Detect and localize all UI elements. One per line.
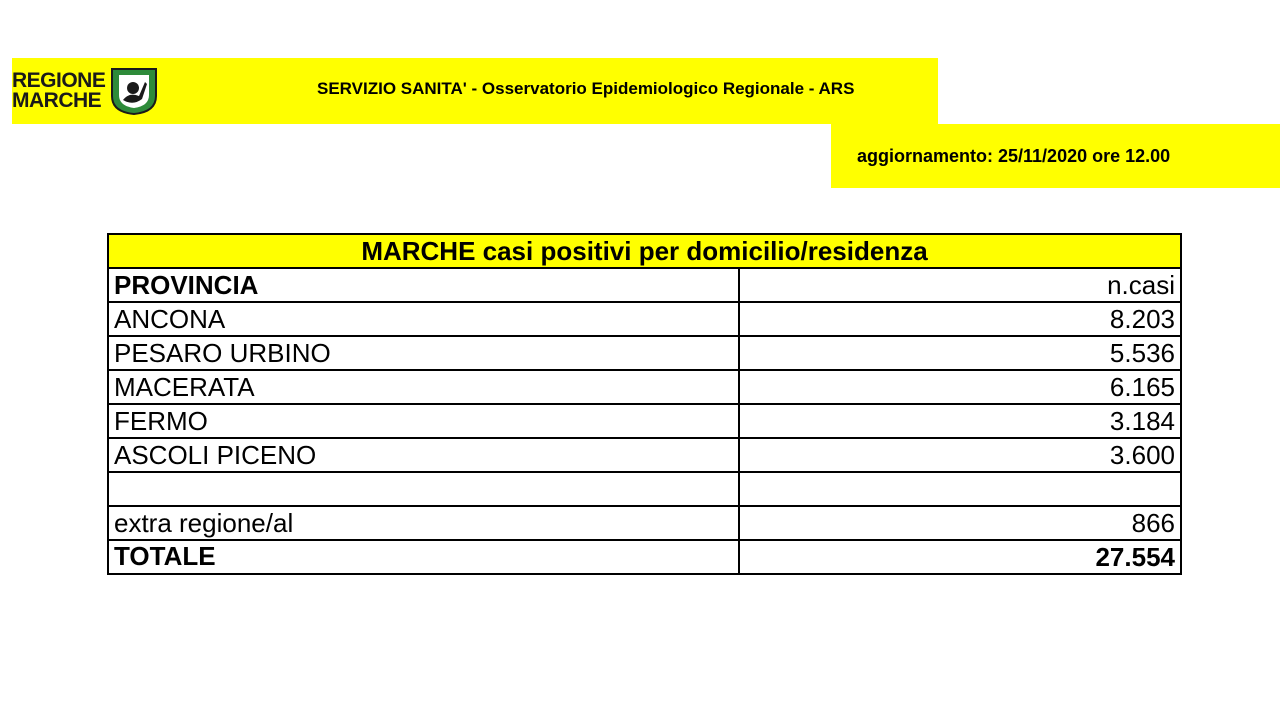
total-label: TOTALE — [108, 540, 739, 574]
casi-cell: 3.184 — [739, 404, 1181, 438]
update-band — [831, 124, 1280, 188]
header-band — [12, 58, 938, 124]
casi-cell: 866 — [739, 506, 1181, 540]
column-header-casi: n.casi — [739, 268, 1181, 302]
provincia-cell: PESARO URBINO — [108, 336, 739, 370]
table-row — [108, 302, 1181, 336]
shield-icon — [109, 66, 159, 116]
provincia-cell: extra regione/al — [108, 506, 739, 540]
casi-cell: 3.600 — [739, 438, 1181, 472]
table-row — [108, 404, 1181, 438]
logo-text — [12, 71, 105, 111]
casi-cell: 6.165 — [739, 370, 1181, 404]
casi-cell — [739, 472, 1181, 506]
cases-table — [107, 233, 1182, 575]
provincia-cell: ANCONA — [108, 302, 739, 336]
table-row — [108, 336, 1181, 370]
table-header-row — [108, 268, 1181, 302]
casi-cell: 5.536 — [739, 336, 1181, 370]
provincia-cell: MACERATA — [108, 370, 739, 404]
total-value: 27.554 — [739, 540, 1181, 574]
table-title-row — [108, 234, 1181, 268]
update-timestamp: aggiornamento: 25/11/2020 ore 12.00 — [857, 146, 1171, 166]
provincia-cell: FERMO — [108, 404, 739, 438]
table-row — [108, 472, 1181, 506]
header-title: SERVIZIO SANITA' - Osservatorio Epidemiologico Regionale - ARS — [317, 79, 855, 98]
table-title: MARCHE casi positivi per domicilio/residenza — [108, 234, 1181, 268]
regione-marche-logo — [12, 66, 159, 116]
table-row — [108, 370, 1181, 404]
provincia-cell: ASCOLI PICENO — [108, 438, 739, 472]
table-row — [108, 506, 1181, 540]
casi-cell: 8.203 — [739, 302, 1181, 336]
logo-line-1: REGIONE — [12, 69, 106, 92]
total-row — [108, 540, 1181, 574]
provincia-cell — [108, 472, 739, 506]
logo-line-2: MARCHE — [12, 89, 102, 112]
column-header-provincia: PROVINCIA — [108, 268, 739, 302]
table-row — [108, 438, 1181, 472]
